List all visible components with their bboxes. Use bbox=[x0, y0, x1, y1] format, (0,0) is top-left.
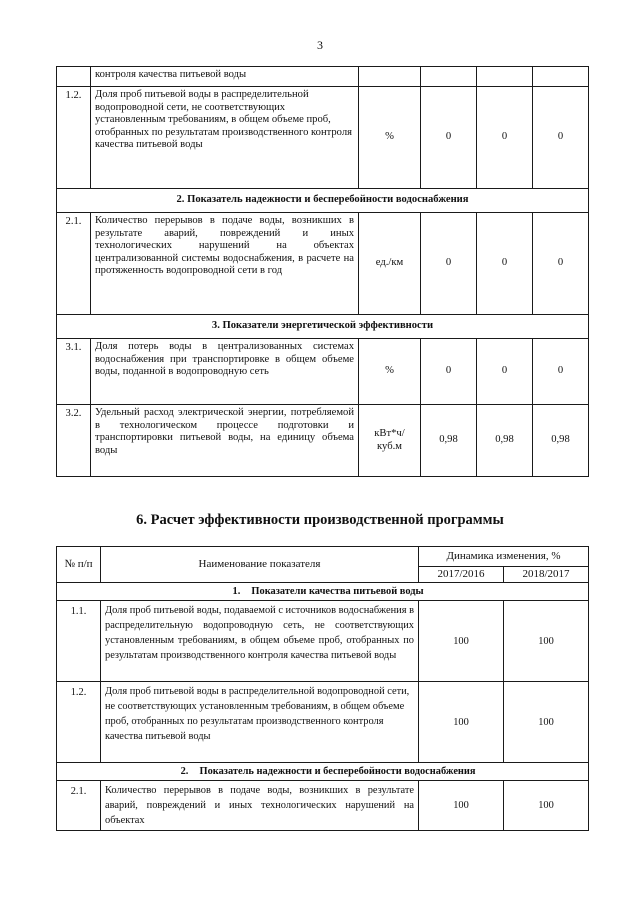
indicator-name: контроля качества питьевой воды bbox=[91, 67, 359, 87]
unit-cell: % bbox=[359, 87, 421, 189]
value-cell: 0 bbox=[533, 213, 589, 315]
section-title: 2. Показатель надежности и бесперебойности водоснабжения bbox=[57, 189, 589, 213]
section-number: 1. bbox=[232, 585, 241, 597]
section-label: Показатели качества питьевой воды bbox=[251, 585, 424, 597]
value-cell: 0,98 bbox=[477, 405, 533, 477]
row-number: 2.1. bbox=[57, 781, 101, 831]
value-cell: 0,98 bbox=[421, 405, 477, 477]
column-header-year: 2018/2017 bbox=[504, 567, 589, 583]
value-cell: 100 bbox=[504, 601, 589, 682]
column-header-year: 2017/2016 bbox=[419, 567, 504, 583]
value-cell: 100 bbox=[419, 601, 504, 682]
table-row bbox=[57, 601, 589, 682]
value-cell: 0 bbox=[477, 213, 533, 315]
value-cell: 0 bbox=[421, 87, 477, 189]
table-row bbox=[57, 213, 589, 315]
table-row bbox=[57, 87, 589, 189]
value-cell: 0 bbox=[477, 339, 533, 405]
value-cell: 0 bbox=[421, 339, 477, 405]
value-cell: 0 bbox=[477, 87, 533, 189]
value-cell: 0 bbox=[533, 87, 589, 189]
row-number: 2.1. bbox=[57, 213, 91, 315]
page-number: 3 bbox=[317, 38, 323, 52]
unit-cell: % bbox=[359, 339, 421, 405]
row-number: 3.1. bbox=[57, 339, 91, 405]
section-label: Показатель надежности и бесперебойности водоснабжения bbox=[199, 765, 476, 777]
section-title bbox=[57, 763, 589, 781]
row-number: 1.1. bbox=[57, 601, 101, 682]
value-cell: 0,98 bbox=[533, 405, 589, 477]
section-row bbox=[57, 763, 589, 781]
unit-cell: ед./км bbox=[359, 213, 421, 315]
value-cell: 100 bbox=[419, 781, 504, 831]
column-header-name: Наименование показателя bbox=[101, 547, 419, 583]
header-row bbox=[57, 547, 589, 567]
unit-cell: кВт*ч/ куб.м bbox=[359, 405, 421, 477]
value-cell: 0 bbox=[533, 339, 589, 405]
indicator-name: Доля проб питьевой воды, подаваемой с источников водоснабжения в распределительную водопроводную сеть, не соответствующих установленным требованиям, в общем объеме проб, отобранных по результатам производственного контроля качества питьевой воды bbox=[101, 601, 419, 682]
indicators-table bbox=[56, 66, 589, 477]
section-row bbox=[57, 189, 589, 213]
table-row bbox=[57, 682, 589, 763]
indicator-name: Доля потерь воды в централизованных системах водоснабжения при транспортировке в общем объеме воды, поданной в водопроводную сеть bbox=[91, 339, 359, 405]
value-cell: 100 bbox=[419, 682, 504, 763]
column-header-number: № п/п bbox=[57, 547, 101, 583]
section-number: 2. bbox=[180, 765, 189, 777]
table-row bbox=[57, 67, 589, 87]
section-heading: 6. Расчет эффективности производственной программы bbox=[136, 512, 504, 528]
row-number: 3.2. bbox=[57, 405, 91, 477]
row-number: 1.2. bbox=[57, 87, 91, 189]
column-header-dynamics: Динамика изменения, % bbox=[419, 547, 589, 567]
section-row bbox=[57, 583, 589, 601]
value-cell: 0 bbox=[421, 213, 477, 315]
value-cell: 100 bbox=[504, 781, 589, 831]
table-row bbox=[57, 339, 589, 405]
table-row bbox=[57, 405, 589, 477]
section-row bbox=[57, 315, 589, 339]
table-row bbox=[57, 781, 589, 831]
row-number: 1.2. bbox=[57, 682, 101, 763]
indicator-name: Количество перерывов в подаче воды, возникших в результате аварий, повреждений и иных технологических нарушений на объектах централизованной системы водоснабжения, в расчете на протяженность водопроводной сети в год bbox=[91, 213, 359, 315]
indicator-name: Доля проб питьевой воды в распределительной водопроводной сети, не соответствующих установленным требованиям, в общем объеме проб, отобранных по результатам производственного контроля качества питьевой воды bbox=[91, 87, 359, 189]
indicator-name: Удельный расход электрической энергии, потребляемой в технологическом процессе подготовки и транспортировки питьевой воды, на единицу объема воды bbox=[91, 405, 359, 477]
efficiency-table bbox=[56, 546, 589, 831]
section-title bbox=[57, 583, 589, 601]
indicator-name: Доля проб питьевой воды в распределительной водопроводной сети, не соответствующих установленным требованиям, в общем объеме проб, отобранных по результатам производственного контроля качества питьевой воды bbox=[101, 682, 419, 763]
value-cell: 100 bbox=[504, 682, 589, 763]
indicator-name: Количество перерывов в подаче воды, возникших в результате аварий, повреждений и иных технологических нарушений на объектах bbox=[101, 781, 419, 831]
section-title: 3. Показатели энергетической эффективности bbox=[57, 315, 589, 339]
